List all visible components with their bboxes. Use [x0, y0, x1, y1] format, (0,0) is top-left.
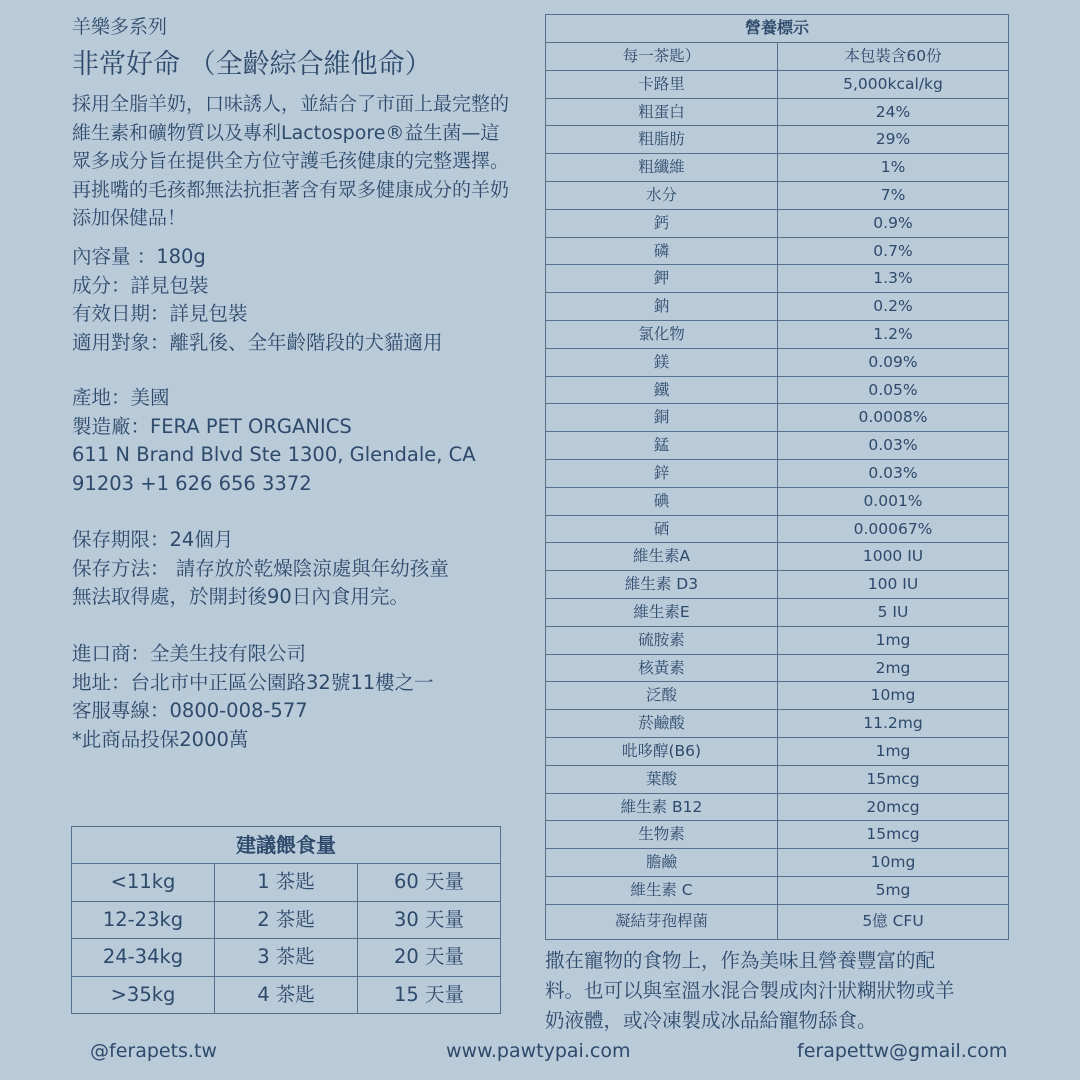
- nutrition-row: [546, 432, 1008, 460]
- feeding-spoons-cell: 2 茶匙: [215, 902, 358, 939]
- usage-line: 料。也可以與室溫水混合製成肉汁狀糊狀物或羊: [545, 979, 955, 1002]
- feeding-weight-cell: 12-23kg: [72, 902, 215, 939]
- nutrient-name: 鈣: [546, 210, 778, 237]
- nutrition-row: [546, 543, 1008, 571]
- nutrient-name: 維生素E: [546, 599, 778, 626]
- nutrient-value: 1mg: [875, 741, 911, 760]
- nutrient-name: 生物素: [546, 821, 778, 848]
- nutrient-value: 0.0008%: [858, 408, 928, 427]
- nutrient-name: 鎂: [546, 349, 778, 376]
- nutrient-name: 葉酸: [546, 766, 778, 793]
- nutrition-row: [546, 321, 1008, 349]
- nutrition-row: [546, 821, 1008, 849]
- nutrition-row: [546, 43, 1008, 71]
- product-info: [72, 243, 443, 357]
- feeding-days-cell: 30 天量: [393, 907, 464, 931]
- customer-service: 客服專線：0800-008-577: [72, 699, 308, 722]
- nutrient-name: 銅: [546, 404, 778, 431]
- nutrient-value: 0.7%: [873, 241, 913, 260]
- importer: 進口商：全美生技有限公司: [72, 642, 307, 665]
- nutrition-row: [546, 126, 1008, 154]
- series-name: 羊樂多系列: [72, 16, 168, 38]
- nutrient-value: 20mcg: [866, 797, 920, 816]
- nutrition-row: [546, 349, 1008, 377]
- nutrient-value: 5 IU: [877, 602, 909, 621]
- feeding-weight-cell: >35kg: [72, 977, 215, 1015]
- nutrition-row: [546, 404, 1008, 432]
- nutrient-value: 0.001%: [863, 491, 923, 510]
- nutrition-row: [546, 460, 1008, 488]
- shelf-life: 保存期限：24個月: [72, 528, 234, 551]
- nutrient-name: 鐵: [546, 377, 778, 404]
- feeding-table-row: [72, 902, 500, 940]
- nutrient-name: 磷: [546, 238, 778, 265]
- nutrient-name: 每一茶匙）: [546, 43, 778, 70]
- nutrient-name: 錳: [546, 432, 778, 459]
- feeding-weight-cell: 24-34kg: [72, 939, 215, 976]
- feeding-days-cell: 15 天量: [393, 982, 464, 1006]
- nutrient-value: 1.3%: [873, 269, 913, 288]
- product-title: 非常好命 （全齡綜合維他命）: [72, 49, 432, 80]
- storage-method-cont: 無法取得處，於開封後90日內食用完。: [72, 585, 409, 608]
- nutrient-value: 0.09%: [868, 352, 918, 371]
- nutrition-row: [546, 488, 1008, 516]
- nutrition-row: [546, 99, 1008, 127]
- nutrient-name: 泛酸: [546, 682, 778, 709]
- nutrient-value: 5mg: [875, 880, 911, 899]
- nutrient-value: 本包裝含60份: [844, 47, 942, 65]
- usage-line: 撒在寵物的食物上，作為美味且營養豐富的配: [545, 949, 936, 972]
- feeding-spoons-cell: 4 茶匙: [215, 977, 358, 1015]
- nutrient-name: 粗脂肪: [546, 126, 778, 153]
- nutrition-row: [546, 877, 1008, 905]
- nutrition-row: [546, 710, 1008, 738]
- nutrient-name: 膽鹼: [546, 849, 778, 876]
- feeding-table-title: 建議餵食量: [72, 827, 500, 864]
- nutrient-value: 7%: [880, 185, 906, 204]
- nutrition-row: [546, 738, 1008, 766]
- nutrient-name: 卡路里: [546, 71, 778, 98]
- target-pets: 適用對象：離乳後、全年齡階段的犬貓適用: [72, 330, 443, 354]
- feeding-days-cell: 60 天量: [393, 870, 464, 893]
- usage-instructions: [545, 946, 1005, 1036]
- nutrition-row: [546, 71, 1008, 99]
- feeding-table-row: [72, 864, 500, 902]
- nutrition-row: [546, 627, 1008, 655]
- nutrient-value: 1.2%: [873, 324, 913, 343]
- nutrient-value: 15mcg: [866, 825, 920, 844]
- nutrient-value: 10mg: [870, 853, 916, 872]
- nutrient-value: 2mg: [875, 658, 911, 677]
- nutrition-row: [546, 599, 1008, 627]
- nutrition-row: [546, 377, 1008, 405]
- expiry-date: 有效日期：詳見包裝: [72, 302, 248, 325]
- nutrient-value: 10mg: [870, 686, 916, 705]
- nutrition-row: [546, 905, 1008, 939]
- nutrient-value: 11.2mg: [863, 714, 923, 733]
- nutrition-row: [546, 794, 1008, 822]
- nutrition-row: [546, 655, 1008, 683]
- nutrition-row: [546, 766, 1008, 794]
- nutrition-row: [546, 516, 1008, 544]
- nutrient-name: 維生素A: [546, 543, 778, 570]
- nutrient-name: 維生素 B12: [546, 794, 778, 821]
- nutrient-name: 鈉: [546, 293, 778, 320]
- nutrient-name: 粗纖維: [546, 154, 778, 181]
- nutrition-table: [545, 14, 1009, 940]
- storage-method: 保存方法： 請存放於乾燥陰涼處與年幼孩童: [72, 556, 449, 580]
- nutrient-value: 0.03%: [868, 436, 918, 455]
- nutrient-value: 100 IU: [867, 575, 919, 594]
- nutrient-value: 0.9%: [873, 213, 913, 232]
- usage-line: 奶液體，或冷凍製成冰品給寵物舔食。: [545, 1009, 877, 1032]
- origin-country: 產地：美國: [72, 386, 170, 409]
- nutrition-row: [546, 238, 1008, 266]
- product-description: 採用全脂羊奶，口味誘人，並結合了市面上最完整的維生素和礦物質以及專利Lactospore®益生菌—這眾多成分旨在提供全方位守護毛孩健康的完整選擇。再挑嘴的毛孩都無法抗拒著含有眾多健康成分的羊奶添加保健品！: [72, 93, 510, 229]
- nutrient-value: 5億 CFU: [862, 911, 924, 930]
- nutrient-name: 鉀: [546, 265, 778, 292]
- manufacturer-address-line1: 611 N Brand Blvd Ste 1300, Glendale, CA: [72, 443, 476, 466]
- nutrient-name: 硫胺素: [546, 627, 778, 654]
- manufacturer-address-line2: 91203 +1 626 656 3372: [72, 471, 312, 495]
- nutrient-name: 水分: [546, 182, 778, 209]
- nutrient-value: 0.00067%: [853, 519, 933, 538]
- nutrient-value: 5,000kcal/kg: [843, 74, 943, 93]
- nutrient-value: 1000 IU: [862, 547, 924, 566]
- feeding-weight-cell: <11kg: [72, 864, 215, 901]
- nutrient-name: 碘: [546, 488, 778, 515]
- nutrition-row: [546, 571, 1008, 599]
- importer-address: 地址：台北市中正區公園路32號11樓之一: [72, 670, 434, 694]
- nutrient-name: 鋅: [546, 460, 778, 487]
- nutrient-value: 0.05%: [868, 380, 918, 399]
- feeding-table-row: [72, 939, 500, 977]
- nutrient-name: 維生素 C: [546, 877, 778, 904]
- nutrient-name: 吡哆醇(B6): [546, 738, 778, 765]
- nutrient-value: 29%: [875, 130, 911, 149]
- feeding-spoons-cell: 1 茶匙: [215, 864, 358, 901]
- nutrient-value: 1%: [880, 158, 906, 177]
- nutrient-name: 粗蛋白: [546, 99, 778, 126]
- nutrient-value: 0.2%: [873, 297, 913, 316]
- feeding-table: [71, 826, 501, 1014]
- nutrient-value: 24%: [875, 102, 911, 121]
- manufacturer: 製造廠：FERA PET ORGANICS: [72, 414, 352, 438]
- nutrition-row: [546, 154, 1008, 182]
- nutrition-row: [546, 182, 1008, 210]
- website-link[interactable]: www.pawtypai.com: [446, 1040, 631, 1062]
- nutrient-name: 核黃素: [546, 655, 778, 682]
- nutrient-name: 氯化物: [546, 321, 778, 348]
- email-address[interactable]: ferapettw@gmail.com: [797, 1040, 1008, 1062]
- feeding-spoons-cell: 3 茶匙: [215, 939, 358, 976]
- importer-info: [72, 640, 434, 754]
- nutrition-table-title: 營養標示: [546, 15, 1008, 43]
- nutrient-name: 硒: [546, 516, 778, 543]
- feeding-days-cell: 20 天量: [393, 945, 464, 968]
- nutrition-row: [546, 265, 1008, 293]
- instagram-handle: @ferapets.tw: [90, 1040, 217, 1062]
- feeding-table-row: [72, 977, 500, 1015]
- origin-info: [72, 384, 476, 498]
- nutrition-row: [546, 293, 1008, 321]
- insurance-note: *此商品投保2000萬: [72, 727, 249, 751]
- net-weight: 內容量 ：180g: [72, 245, 206, 268]
- nutrient-value: 15mcg: [866, 769, 920, 788]
- ingredients: 成分：詳見包裝: [72, 273, 209, 297]
- nutrient-name: 菸鹼酸: [546, 710, 778, 737]
- nutrient-value: 1mg: [875, 630, 911, 649]
- nutrient-name: 凝結芽孢桿菌: [546, 905, 778, 939]
- nutrient-value: 0.03%: [868, 463, 918, 482]
- nutrition-row: [546, 210, 1008, 238]
- storage-info: [72, 526, 449, 612]
- nutrition-row: [546, 849, 1008, 877]
- nutrition-row: [546, 682, 1008, 710]
- nutrient-name: 維生素 D3: [546, 571, 778, 598]
